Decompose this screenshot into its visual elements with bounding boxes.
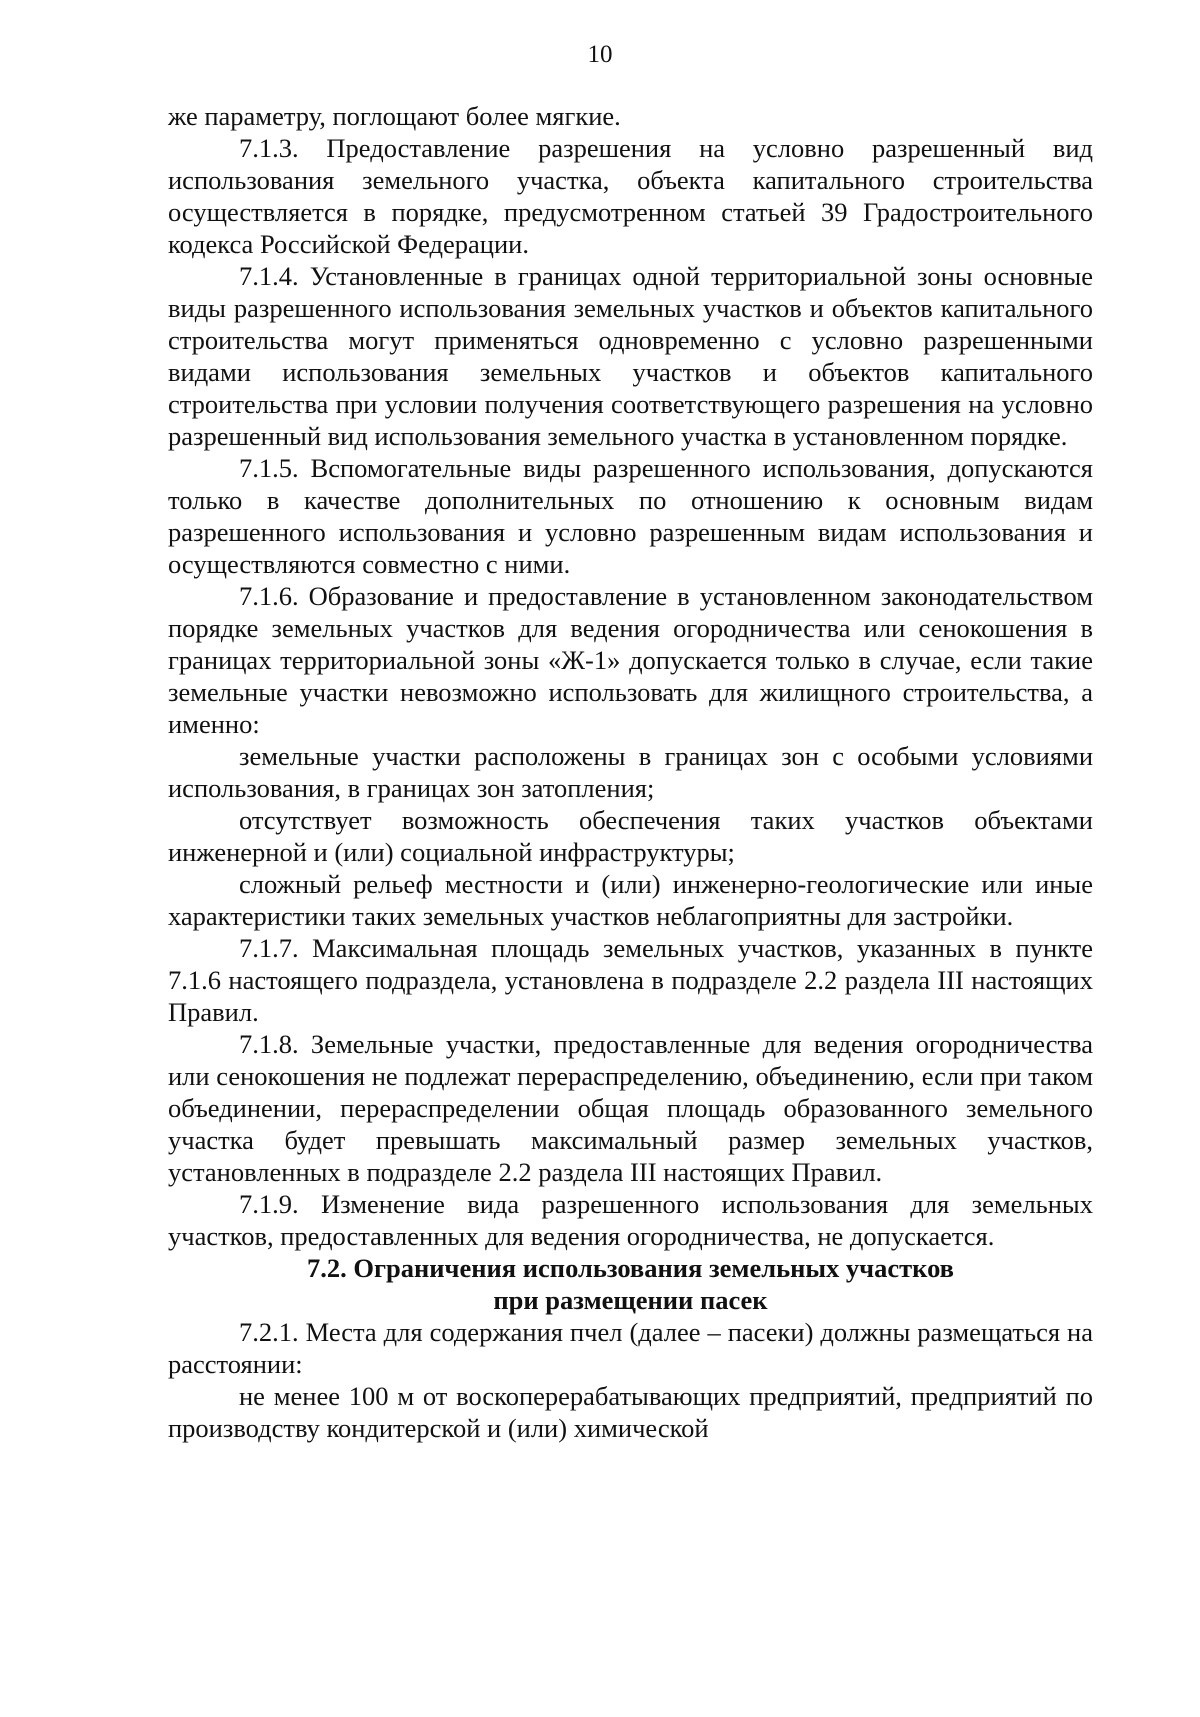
list-item: земельные участки расположены в границах зон с особыми условиями использования, в границах зон затопления; [168, 741, 1093, 803]
paragraph-7-1-9: 7.1.9. Изменение вида разрешенного использования для земельных участков, предоставленных для ведения огородничества, не допускается. [168, 1189, 1093, 1251]
paragraph-7-2-1: 7.2.1. Места для содержания пчел (далее – пасеки) должны размещаться на расстоянии: [168, 1317, 1093, 1379]
page-number: 10 [587, 41, 613, 68]
section-heading-line-2: при размещении пасек [493, 1285, 768, 1315]
paragraph-7-1-8: 7.1.8. Земельные участки, предоставленные для ведения огородничества или сенокошения не подлежат перераспределению, объединению, если при таком объединении, перераспределении общая площадь образованного земельного участка будет превышать максимальный размер земельных участков, установленных в подразделе 2.2 раздела III настоящих Правил. [168, 1029, 1093, 1187]
paragraph-7-1-4: 7.1.4. Установленные в границах одной территориальной зоны основные виды разрешенного использования земельных участков и объектов капитального строительства могут применяться одновременно с условно разрешенными видами использования земельных участков и объектов капитального строительства при условии получения соответствующего разрешения на условно разрешенный вид использования земельного участка в установленном порядке. [168, 261, 1093, 451]
section-heading-line-1: 7.2. Ограничения использования земельных участков [307, 1253, 954, 1283]
paragraph-7-1-7: 7.1.7. Максимальная площадь земельных участков, указанных в пункте 7.1.6 настоящего подраздела, установлена в подразделе 2.2 раздела III настоящих Правил. [168, 933, 1093, 1027]
list-item: сложный рельеф местности и (или) инженерно-геологические или иные характеристики таких земельных участков неблагоприятны для застройки. [168, 869, 1093, 931]
paragraph: же параметру, поглощают более мягкие. [168, 101, 621, 131]
paragraph-7-1-6: 7.1.6. Образование и предоставление в установленном законодательством порядке земельных участков для ведения огородничества или сенокошения в границах территориальной зоны «Ж-1» допускается только в случае, если такие земельные участки невозможно использовать для жилищного строительства, а именно: [168, 581, 1093, 739]
list-item: не менее 100 м от воскоперерабатывающих предприятий, предприятий по производству кондитерской и (или) химической [168, 1381, 1093, 1443]
paragraph-7-1-3: 7.1.3. Предоставление разрешения на условно разрешенный вид использования земельного участка, объекта капитального строительства осуществляется в порядке, предусмотренном статьей 39 Градостроительного кодекса Российской Федерации. [168, 133, 1093, 259]
document-body [168, 100, 1093, 1444]
paragraph-7-1-5: 7.1.5. Вспомогательные виды разрешенного использования, допускаются только в качестве дополнительных по отношению к основным видам разрешенного использования и условно разрешенным видам использования и осуществляются совместно с ними. [168, 453, 1093, 579]
list-item: отсутствует возможность обеспечения таких участков объектами инженерной и (или) социальной инфраструктуры; [168, 805, 1093, 867]
section-heading [168, 1252, 1093, 1316]
